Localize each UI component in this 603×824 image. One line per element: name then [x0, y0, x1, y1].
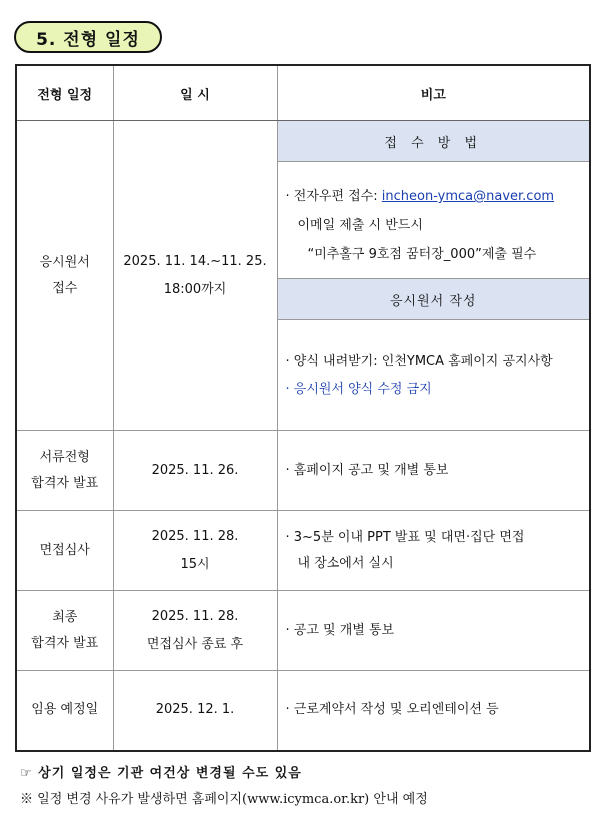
header-remarks: 비고	[277, 65, 590, 121]
table-row	[16, 671, 590, 751]
remarks-cell	[277, 121, 590, 431]
stage-label-line1: 임용 예정일	[31, 702, 99, 718]
note-line2: 내 장소에서 실시	[297, 555, 394, 571]
header-stage: 전형 일정	[16, 65, 113, 121]
stage-cell	[16, 121, 113, 431]
note-line1: · 근로계약서 작성 및 오리엔테이션 등	[285, 702, 499, 718]
stage-cell	[16, 431, 113, 511]
write-heading: 응시원서 작성	[278, 278, 590, 320]
table-row	[16, 591, 590, 671]
header-datetime: 일 시	[113, 65, 277, 121]
date-cell	[113, 511, 277, 591]
footnote-homepage-notice: ※ 일정 변경 사유가 발생하면 홈페이지(www.icymca.or.kr) 안내 예정	[20, 792, 428, 807]
remarks-cell	[277, 591, 590, 671]
stage-label-line2: 합격자 발표	[31, 635, 99, 651]
date-cell	[113, 591, 277, 671]
date-line1: 2025. 11. 28.	[151, 528, 239, 544]
date-line1: 2025. 11. 26.	[151, 462, 239, 478]
remarks-cell	[277, 511, 590, 591]
date-line2: 면접심사 종료 후	[146, 636, 244, 652]
stage-cell	[16, 671, 113, 751]
method-prefix: · 전자우편 접수:	[285, 189, 382, 204]
date-line2: 18:00까지	[163, 281, 227, 297]
write-line1: · 양식 내려받기: 인천YMCA 홈페이지 공지사항	[285, 354, 553, 369]
table-row	[16, 511, 590, 591]
note-line1: · 공고 및 개별 통보	[285, 622, 395, 638]
footnote-change-notice: ☞ 상기 일정은 기관 여건상 변경될 수도 있음	[20, 766, 302, 781]
date-line1: 2025. 12. 1.	[155, 702, 235, 718]
date-cell	[113, 671, 277, 751]
date-cell	[113, 431, 277, 511]
stage-label-line2: 접수	[52, 280, 78, 296]
write-body	[278, 320, 590, 430]
stage-label-line1: 서류전형	[39, 449, 90, 465]
stage-label-line2: 합격자 발표	[31, 475, 99, 491]
table-header-row	[16, 65, 590, 121]
stage-cell	[16, 511, 113, 591]
note-line1: · 3~5분 이내 PPT 발표 및 대면·집단 면접	[285, 529, 525, 545]
remarks-cell	[277, 671, 590, 751]
table-row	[16, 431, 590, 511]
stage-label-line1: 응시원서	[39, 254, 90, 270]
date-line2: 15시	[180, 556, 210, 572]
method-heading: 접 수 방 법	[278, 121, 590, 162]
method-line3: “미추홀구 9호점 꿈터장_000”제출 필수	[307, 247, 537, 262]
remarks-cell	[277, 431, 590, 511]
stage-cell	[16, 591, 113, 671]
schedule-table	[15, 64, 591, 752]
table-row-application	[16, 121, 590, 431]
email-link[interactable]: incheon-ymca@naver.com	[381, 189, 555, 204]
write-line2: · 응시원서 양식 수정 금지	[285, 382, 432, 397]
date-cell	[113, 121, 277, 431]
note-line1: · 홈페이지 공고 및 개별 통보	[285, 462, 449, 478]
stage-label-line1: 최종	[52, 609, 78, 625]
date-line1: 2025. 11. 28.	[151, 608, 239, 624]
section-title: 5. 전형 일정	[14, 21, 162, 53]
method-body	[278, 162, 590, 278]
method-line2: 이메일 제출 시 반드시	[297, 218, 423, 233]
date-line1: 2025. 11. 14.~11. 25.	[123, 253, 267, 269]
stage-label-line1: 면접심사	[39, 542, 90, 558]
